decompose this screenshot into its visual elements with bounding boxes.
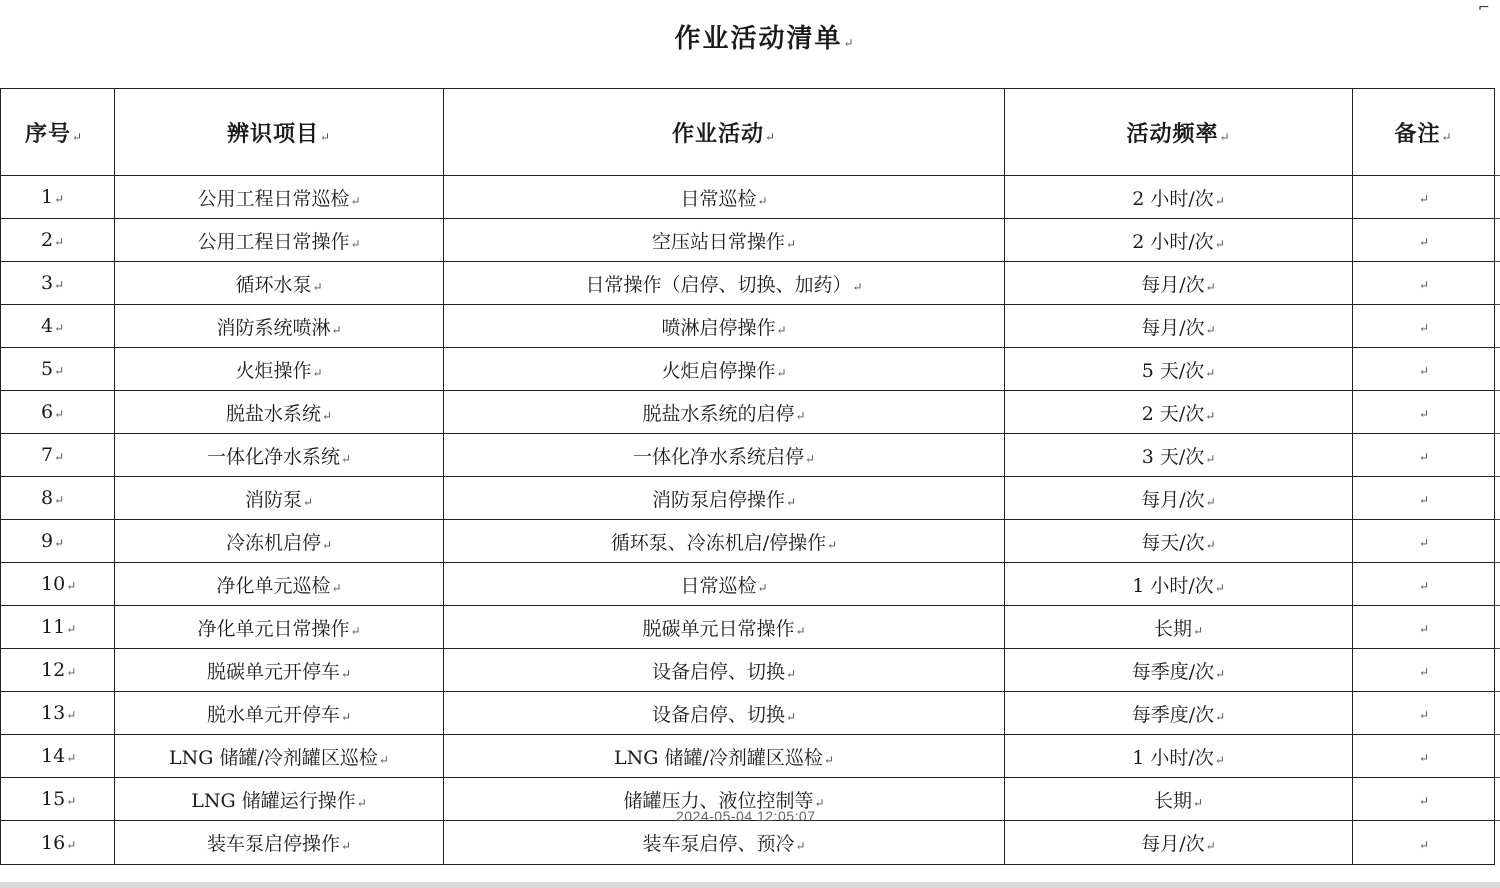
- cell-item: [115, 434, 444, 477]
- cell-frequency: [1005, 434, 1353, 477]
- table-row: [1, 649, 1495, 692]
- paragraph-mark-icon: ↵: [1205, 365, 1216, 380]
- cell-seq: [1, 176, 115, 219]
- cell-text: 2 小时/次: [1132, 230, 1214, 253]
- header-activity: 作业活动↵: [444, 89, 1005, 176]
- paragraph-mark-icon: ↵: [356, 795, 367, 810]
- cell-activity: [444, 735, 1005, 778]
- cell-seq: [1, 262, 115, 305]
- cell-seq: [1, 219, 115, 262]
- paragraph-mark-icon: ↵: [312, 365, 323, 380]
- paragraph-mark-icon: ↵: [54, 450, 65, 464]
- cell-activity: [444, 348, 1005, 391]
- cell-text: 火炬操作: [235, 359, 312, 382]
- paragraph-mark-icon: ↵: [1219, 129, 1231, 144]
- edge-tick: [1494, 562, 1500, 563]
- table-row: [1, 477, 1495, 520]
- table-row: [1, 563, 1495, 606]
- cell-text: 每月/次: [1141, 316, 1205, 339]
- paragraph-mark-icon: ↵: [1418, 579, 1430, 593]
- paragraph-mark-icon: ↵: [1418, 794, 1430, 808]
- cell-text: 5: [41, 358, 54, 380]
- cell-frequency: [1005, 520, 1353, 563]
- paragraph-mark-icon: ↵: [1192, 795, 1204, 810]
- cell-frequency: [1005, 305, 1353, 348]
- cell-text: 空压站日常操作: [651, 230, 785, 253]
- paragraph-mark-icon: ↵: [54, 278, 65, 292]
- paragraph-mark-icon: ↵: [795, 623, 806, 638]
- cell-activity: [444, 176, 1005, 219]
- cell-item: [115, 305, 444, 348]
- paragraph-mark-icon: ↵: [785, 709, 797, 724]
- paragraph-mark-icon: ↵: [776, 365, 787, 380]
- cell-text: 脱盐水系统的启停: [642, 402, 795, 425]
- cell-seq: [1, 520, 115, 563]
- cell-item: [115, 735, 444, 778]
- table-row: [1, 434, 1495, 477]
- cell-frequency: [1005, 176, 1353, 219]
- cell-text: 火炬启停操作: [661, 359, 776, 382]
- paragraph-mark-icon: ↵: [350, 236, 361, 251]
- cell-seq: [1, 391, 115, 434]
- cell-item: [115, 391, 444, 434]
- header-frequency: 活动频率↵: [1005, 89, 1353, 176]
- cell-text: 消防系统喷淋: [216, 316, 331, 339]
- cell-text: 装车泵启停操作: [206, 833, 340, 855]
- paragraph-mark-icon: ↵: [1215, 666, 1226, 681]
- cell-item: [115, 219, 444, 262]
- cell-text: 每月/次: [1141, 833, 1205, 855]
- paragraph-mark-icon: ↵: [1205, 494, 1216, 509]
- table-row: [1, 262, 1495, 305]
- cell-frequency: [1005, 735, 1353, 778]
- cell-text: 消防泵: [244, 488, 302, 511]
- cell-activity: [444, 649, 1005, 692]
- cell-seq: [1, 606, 115, 649]
- edge-tick: [1494, 691, 1500, 692]
- cell-activity: [444, 692, 1005, 735]
- table-row: [1, 176, 1495, 219]
- cell-activity: [444, 262, 1005, 305]
- paragraph-mark-icon: ↵: [319, 129, 332, 144]
- cell-text: 循环水泵: [235, 273, 312, 296]
- cell-text: 5 天/次: [1141, 359, 1205, 382]
- paragraph-mark-icon: ↵: [785, 494, 797, 509]
- cell-text: 净化单元日常操作: [197, 617, 350, 640]
- paragraph-mark-icon: ↵: [331, 580, 342, 595]
- cell-text: 10: [41, 573, 66, 595]
- table-row: [1, 305, 1495, 348]
- cell-remark: [1353, 606, 1495, 649]
- edge-tick: [1494, 175, 1500, 176]
- cell-text: 每季度/次: [1131, 660, 1215, 683]
- paragraph-mark-icon: ↵: [1205, 839, 1216, 853]
- paragraph-mark-icon: ↵: [1418, 192, 1430, 206]
- paragraph-mark-icon: ↵: [54, 536, 65, 550]
- header-item: 辨识项目↵: [115, 89, 444, 176]
- cell-frequency: [1005, 606, 1353, 649]
- paragraph-mark-icon: ↵: [764, 129, 777, 144]
- cell-text: 12: [41, 659, 66, 681]
- paragraph-mark-icon: ↵: [1418, 708, 1430, 722]
- cell-activity: [444, 477, 1005, 520]
- cell-item: [115, 348, 444, 391]
- cell-seq: [1, 821, 115, 865]
- cell-text: 设备启停、切换: [651, 660, 785, 683]
- cell-text: 8: [41, 487, 54, 509]
- edge-tick: [1494, 218, 1500, 219]
- paragraph-mark-icon: ↵: [1214, 752, 1225, 767]
- paragraph-mark-icon: ↵: [1418, 493, 1430, 507]
- table-row: [1, 520, 1495, 563]
- paragraph-mark-icon: ↵: [1215, 709, 1226, 724]
- cell-text: 公用工程日常操作: [197, 230, 350, 253]
- bottom-edge-bar: [0, 882, 1500, 888]
- cell-text: 每月/次: [1141, 488, 1205, 511]
- paragraph-mark-icon: ↵: [843, 36, 856, 50]
- paragraph-mark-icon: ↵: [54, 364, 65, 378]
- cell-text: 每月/次: [1141, 273, 1205, 296]
- cell-text: 3 天/次: [1141, 445, 1205, 468]
- cell-frequency: [1005, 219, 1353, 262]
- table-row: [1, 735, 1495, 778]
- cell-item: [115, 262, 444, 305]
- paragraph-mark-icon: ↵: [54, 192, 65, 206]
- cell-seq: [1, 692, 115, 735]
- cell-text: 2: [41, 229, 54, 251]
- edge-tick: [1494, 777, 1500, 778]
- cell-remark: [1353, 348, 1495, 391]
- cell-text: 循环泵、冷冻机启/停操作: [610, 531, 827, 554]
- cell-remark: [1353, 649, 1495, 692]
- paragraph-mark-icon: ↵: [312, 279, 323, 294]
- paragraph-mark-icon: ↵: [757, 193, 768, 208]
- cell-frequency: [1005, 262, 1353, 305]
- edge-tick: [1494, 476, 1500, 477]
- cell-frequency: [1005, 692, 1353, 735]
- cell-text: 9: [41, 530, 54, 552]
- paragraph-mark-icon: ↵: [785, 236, 797, 251]
- cell-remark: [1353, 477, 1495, 520]
- page-title: 作业活动清单↵: [674, 24, 856, 54]
- table-row: [1, 391, 1495, 434]
- paragraph-mark-icon: ↵: [331, 322, 342, 337]
- paragraph-mark-icon: ↵: [1418, 837, 1430, 852]
- cell-frequency: [1005, 649, 1353, 692]
- cell-text: 每季度/次: [1131, 703, 1215, 726]
- cell-text: 每天/次: [1141, 531, 1205, 554]
- cell-text: 日常巡检: [680, 574, 757, 597]
- paragraph-mark-icon: ↵: [54, 493, 65, 507]
- cell-frequency: [1005, 391, 1353, 434]
- paragraph-mark-icon: ↵: [1205, 537, 1216, 552]
- paragraph-mark-icon: ↵: [54, 321, 65, 335]
- paragraph-mark-icon: ↵: [302, 494, 314, 509]
- table-body: [1, 176, 1495, 865]
- paragraph-mark-icon: ↵: [1418, 450, 1430, 464]
- cell-text: 16: [41, 831, 66, 854]
- paragraph-mark-icon: ↵: [814, 795, 825, 810]
- paragraph-mark-icon: ↵: [1418, 235, 1430, 249]
- cell-text: 脱水单元开停车: [206, 703, 340, 726]
- cell-text: 日常巡检: [680, 187, 757, 210]
- paragraph-mark-icon: ↵: [1418, 751, 1430, 765]
- cell-activity: [444, 520, 1005, 563]
- paragraph-mark-icon: ↵: [66, 579, 77, 593]
- cell-text: 1 小时/次: [1132, 574, 1214, 597]
- paragraph-mark-icon: ↵: [776, 322, 787, 337]
- edge-tick: [1494, 433, 1500, 434]
- cell-activity: [444, 606, 1005, 649]
- table-header-row: [1, 89, 1495, 176]
- cell-activity: [444, 434, 1005, 477]
- header-seq: 序号↵: [1, 89, 115, 176]
- cell-text: 2 天/次: [1141, 402, 1205, 425]
- cell-text: 1: [41, 186, 54, 208]
- cell-text: 2 小时/次: [1132, 187, 1214, 210]
- paragraph-mark-icon: ↵: [321, 408, 333, 423]
- cell-remark: [1353, 391, 1495, 434]
- cell-text: 脱碳单元开停车: [206, 660, 340, 683]
- cell-text: 4: [41, 315, 54, 337]
- cell-remark: [1353, 821, 1495, 865]
- cell-remark: [1353, 305, 1495, 348]
- paragraph-mark-icon: ↵: [1418, 407, 1430, 421]
- cell-item: [115, 176, 444, 219]
- cell-seq: [1, 348, 115, 391]
- cell-text: 15: [41, 788, 66, 810]
- right-edge-ruler: [1494, 88, 1500, 888]
- paragraph-mark-icon: ↵: [1418, 321, 1430, 335]
- cell-remark: [1353, 176, 1495, 219]
- paragraph-mark-icon: ↵: [1205, 279, 1216, 294]
- cell-remark: [1353, 262, 1495, 305]
- cell-text: 日常操作（启停、切换、加药）: [585, 273, 852, 296]
- paragraph-mark-icon: ↵: [66, 837, 77, 852]
- paragraph-mark-icon: ↵: [66, 708, 77, 722]
- paragraph-mark-icon: ↵: [823, 752, 834, 767]
- paragraph-mark-icon: ↵: [66, 751, 77, 765]
- paragraph-mark-icon: ↵: [1418, 622, 1430, 636]
- cell-text: 设备启停、切换: [651, 703, 785, 726]
- cell-text: 脱盐水系统: [225, 402, 321, 425]
- cell-item: [115, 778, 444, 821]
- paragraph-mark-icon: ↵: [1205, 322, 1216, 337]
- paragraph-mark-icon: ↵: [785, 666, 797, 681]
- cell-text: LNG 储罐/冷剂罐区巡检: [169, 746, 378, 769]
- cell-frequency: [1005, 778, 1353, 821]
- header-remark: 备注↵: [1353, 89, 1495, 176]
- cell-text: 3: [41, 272, 54, 294]
- cell-seq: [1, 778, 115, 821]
- table-row: [1, 692, 1495, 735]
- cell-text: 长期: [1153, 617, 1192, 640]
- cell-activity: [444, 563, 1005, 606]
- paragraph-mark-icon: ↵: [72, 129, 84, 144]
- cell-remark: [1353, 219, 1495, 262]
- paragraph-mark-icon: ↵: [795, 839, 806, 853]
- cell-text: 7: [41, 444, 54, 466]
- paragraph-mark-icon: ↵: [804, 451, 816, 466]
- paragraph-mark-icon: ↵: [1418, 364, 1430, 378]
- cell-text: 公用工程日常巡检: [197, 187, 350, 210]
- cell-remark: [1353, 735, 1495, 778]
- timestamp-watermark: 2024-05-04 12:05:07: [676, 808, 816, 824]
- edge-tick: [1494, 820, 1500, 821]
- cell-seq: [1, 305, 115, 348]
- paragraph-mark-icon: ↵: [1205, 408, 1216, 423]
- paragraph-mark-icon: ↵: [1192, 623, 1204, 638]
- cell-item: [115, 692, 444, 735]
- paragraph-mark-icon: ↵: [1214, 236, 1225, 251]
- cell-remark: [1353, 778, 1495, 821]
- cell-seq: [1, 434, 115, 477]
- paragraph-mark-icon: ↵: [66, 622, 77, 636]
- edge-tick: [1494, 734, 1500, 735]
- cell-frequency: [1005, 563, 1353, 606]
- paragraph-mark-icon: ↵: [1418, 536, 1430, 550]
- paragraph-mark-icon: ↵: [340, 709, 352, 724]
- cell-item: [115, 477, 444, 520]
- paragraph-mark-icon: ↵: [54, 235, 65, 249]
- paragraph-mark-icon: ↵: [1418, 665, 1430, 679]
- edge-tick: [1494, 261, 1500, 262]
- table-row: [1, 606, 1495, 649]
- edge-tick: [1494, 347, 1500, 348]
- cell-text: 13: [41, 702, 66, 724]
- cell-text: 储罐压力、液位控制等: [623, 789, 814, 812]
- paragraph-mark-icon: ↵: [1418, 278, 1430, 292]
- paragraph-mark-icon: ↵: [795, 408, 806, 423]
- edge-tick: [1494, 605, 1500, 606]
- paragraph-mark-icon: ↵: [340, 839, 352, 853]
- cell-frequency: [1005, 348, 1353, 391]
- cell-text: 喷淋启停操作: [661, 316, 776, 339]
- cell-seq: [1, 649, 115, 692]
- cell-activity: [444, 305, 1005, 348]
- cell-text: 消防泵启停操作: [651, 488, 785, 511]
- cell-remark: [1353, 563, 1495, 606]
- cell-text: LNG 储罐/冷剂罐区巡检: [614, 746, 823, 769]
- cell-text: 1 小时/次: [1132, 746, 1214, 769]
- cell-item: [115, 563, 444, 606]
- edge-tick: [1494, 390, 1500, 391]
- cell-item: [115, 520, 444, 563]
- cell-frequency: [1005, 477, 1353, 520]
- paragraph-mark-icon: ↵: [54, 407, 65, 421]
- paragraph-mark-icon: ↵: [1441, 129, 1453, 144]
- cell-item: [115, 606, 444, 649]
- paragraph-mark-icon: ↵: [827, 537, 838, 552]
- cell-text: 装车泵启停、预冷: [642, 833, 795, 855]
- cell-seq: [1, 477, 115, 520]
- cell-activity: [444, 821, 1005, 865]
- cell-seq: [1, 735, 115, 778]
- paragraph-mark-icon: ↵: [66, 794, 77, 808]
- edge-tick: [1494, 519, 1500, 520]
- cell-item: [115, 649, 444, 692]
- cell-text: 脱碳单元日常操作: [642, 617, 795, 640]
- cell-item: [115, 821, 444, 865]
- cell-activity: [444, 219, 1005, 262]
- paragraph-mark-icon: ↵: [321, 537, 333, 552]
- paragraph-mark-icon: ↵: [66, 665, 77, 679]
- cell-text: 14: [41, 745, 66, 767]
- table-row: [1, 219, 1495, 262]
- cell-frequency: [1005, 821, 1353, 865]
- cell-text: 长期: [1153, 789, 1192, 812]
- cell-remark: [1353, 434, 1495, 477]
- cell-text: 一体化净水系统启停: [632, 445, 804, 468]
- paragraph-mark-icon: ↵: [340, 666, 352, 681]
- table-row: [1, 348, 1495, 391]
- cell-text: LNG 储罐运行操作: [191, 789, 356, 812]
- cell-text: 11: [41, 616, 66, 638]
- cell-text: 6: [41, 401, 54, 423]
- cell-text: 冷冻机启停: [225, 531, 321, 554]
- cell-text: 一体化净水系统: [206, 445, 340, 468]
- paragraph-mark-icon: ↵: [340, 451, 352, 466]
- cell-activity: [444, 391, 1005, 434]
- paragraph-mark-icon: ↵: [350, 193, 361, 208]
- paragraph-mark-icon: ↵: [1214, 193, 1225, 208]
- cell-remark: [1353, 692, 1495, 735]
- edge-tick: [1494, 304, 1500, 305]
- cell-text: 净化单元巡检: [216, 574, 331, 597]
- table-row: [1, 821, 1495, 865]
- paragraph-mark-icon: ↵: [1205, 451, 1216, 466]
- paragraph-mark-icon: ↵: [1214, 580, 1225, 595]
- paragraph-mark-icon: ↵: [350, 623, 361, 638]
- corner-mark: ⌐: [1478, 0, 1490, 16]
- paragraph-mark-icon: ↵: [757, 580, 768, 595]
- cell-seq: [1, 563, 115, 606]
- paragraph-mark-icon: ↵: [852, 279, 863, 294]
- cell-remark: [1353, 520, 1495, 563]
- edge-tick: [1494, 648, 1500, 649]
- paragraph-mark-icon: ↵: [378, 752, 389, 767]
- activity-table: [0, 88, 1495, 865]
